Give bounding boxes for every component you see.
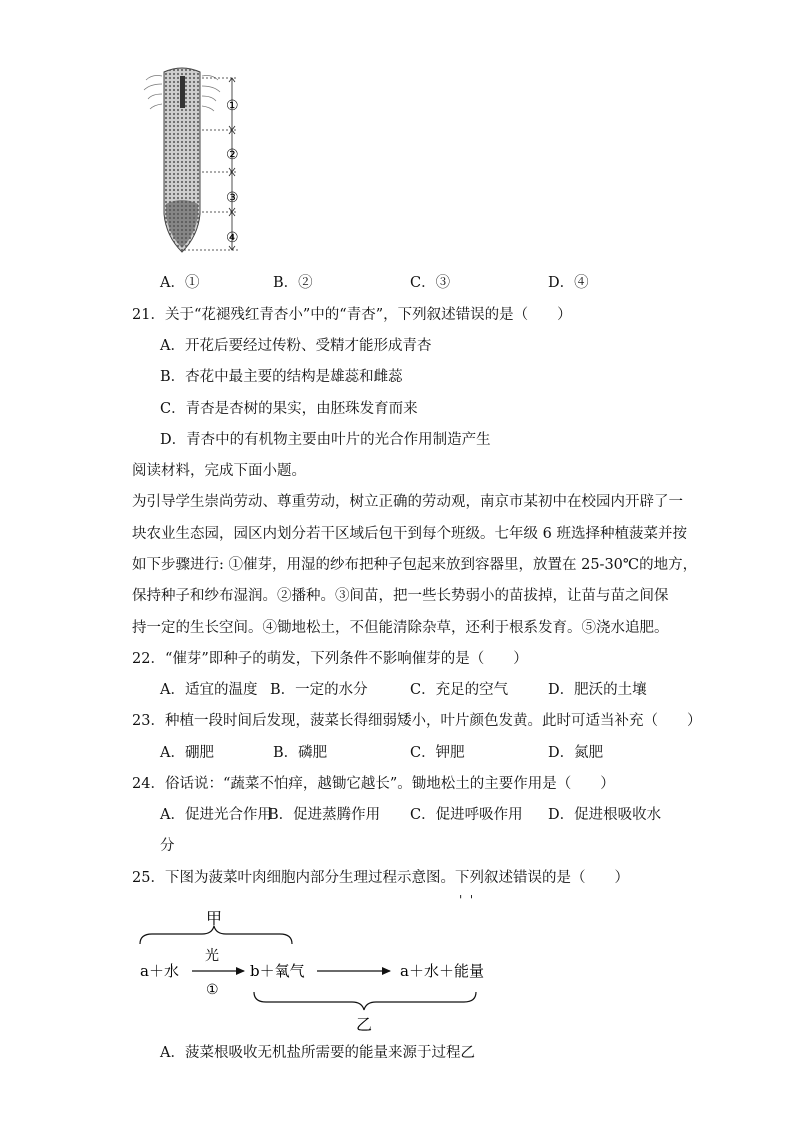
q20-option-b[interactable]: B．②	[273, 275, 313, 291]
root-label-3: ③	[226, 190, 239, 206]
q23-stem: 23．种植一段时间后发现，菠菜长得细弱矮小，叶片颜色发黄。此时可适当补充（ ）	[132, 713, 702, 729]
q20-option-a[interactable]: A．①	[160, 275, 200, 291]
root-label-2: ②	[226, 147, 239, 163]
q23-option-d[interactable]: D．氮肥	[548, 745, 604, 761]
q20-option-d[interactable]: D．④	[548, 275, 589, 291]
q20-option-c[interactable]: C．③	[410, 275, 451, 291]
q22-stem: 22．“催芽”即种子的萌发，下列条件不影响催芽的是（ ）	[132, 651, 528, 667]
q23-option-a[interactable]: A．硼肥	[160, 745, 214, 761]
q22-option-b[interactable]: B．一定的水分	[270, 682, 368, 698]
q24-option-d[interactable]: D．促进根吸收水	[548, 807, 662, 823]
q21-option-d[interactable]: D．青杏中的有机物主要由叶片的光合作用制造产生	[160, 432, 491, 448]
stray-marks: ' '	[459, 893, 474, 907]
q25-option-a[interactable]: A．菠菜根吸收无机盐所需要的能量来源于过程乙	[160, 1045, 475, 1061]
q24-stem: 24．俗话说：“蔬菜不怕痒，越锄它越长”。锄地松土的主要作用是（ ）	[132, 776, 615, 792]
root-label-4: ④	[226, 230, 239, 246]
diagram-brace-bottom	[254, 992, 476, 1010]
q24-option-b[interactable]: B．促进蒸腾作用	[268, 807, 381, 823]
q22-option-a[interactable]: A．适宜的温度	[160, 682, 258, 698]
reading-line-4: 保持种子和纱布湿润。②播种。③间苗，把一些长势弱小的苗拔掉，让苗与苗之间保	[132, 588, 669, 604]
diagram-arrow-light: 光	[205, 948, 219, 964]
q22-option-d[interactable]: D．肥沃的土壤	[548, 682, 647, 698]
q22-option-c[interactable]: C．充足的空气	[410, 682, 509, 698]
diagram-arrowhead-2	[382, 967, 391, 975]
diagram-label-jia: 甲	[206, 909, 223, 928]
diagram-left-term: a＋水	[140, 962, 179, 980]
diagram-label-yi: 乙	[356, 1015, 373, 1034]
q21-option-a[interactable]: A．开花后要经过传粉、受精才能形成青杏	[160, 338, 432, 354]
q24-option-c[interactable]: C．促进呼吸作用	[410, 807, 523, 823]
q24-option-d-wrap: 分	[160, 838, 175, 854]
reading-line-3: 如下步骤进行: ①催芽，用湿的纱布把种子包起来放到容器里，放置在 25-30℃的地方，	[132, 557, 698, 573]
root-label-1: ①	[226, 98, 239, 114]
q21-option-b[interactable]: B．杏花中最主要的结构是雄蕊和雌蕊	[160, 369, 403, 385]
diagram-arrowhead-1	[236, 967, 245, 975]
q23-option-b[interactable]: B．磷肥	[273, 745, 328, 761]
q23-option-c[interactable]: C．钾肥	[410, 745, 465, 761]
q24-option-a[interactable]: A．促进光合作用	[160, 807, 272, 823]
reading-line-2: 块农业生态园，园区内划分若干区域后包干到每个班级。七年级 6 班选择种植菠菜并按	[132, 526, 687, 542]
diagram-brace-top	[140, 926, 292, 944]
reading-intro: 阅读材料，完成下面小题。	[132, 463, 306, 479]
diagram-right-term: a＋水＋能量	[400, 962, 484, 980]
q21-stem: 21．关于“花褪残红青杏小”中的“青杏”，下列叙述错误的是（ ）	[132, 307, 572, 323]
root-tip-figure	[140, 64, 270, 264]
q21-option-c[interactable]: C．青杏是杏树的果实，由胚珠发育而来	[160, 401, 418, 417]
q25-stem: 25．下图为菠菜叶肉细胞内部分生理过程示意图。下列叙述错误的是（ ）	[132, 870, 629, 886]
diagram-middle-term: b＋氧气	[250, 962, 305, 980]
reading-line-1: 为引导学生崇尚劳动、尊重劳动，树立正确的劳动观，南京市某初中在校园内开辟了一	[132, 494, 683, 510]
reading-line-5: 持一定的生长空间。④锄地松土，不但能清除杂草，还利于根系发育。⑤浇水追肥。	[132, 620, 669, 636]
q25-process-diagram	[132, 900, 512, 1035]
diagram-process-number: ①	[206, 982, 219, 998]
